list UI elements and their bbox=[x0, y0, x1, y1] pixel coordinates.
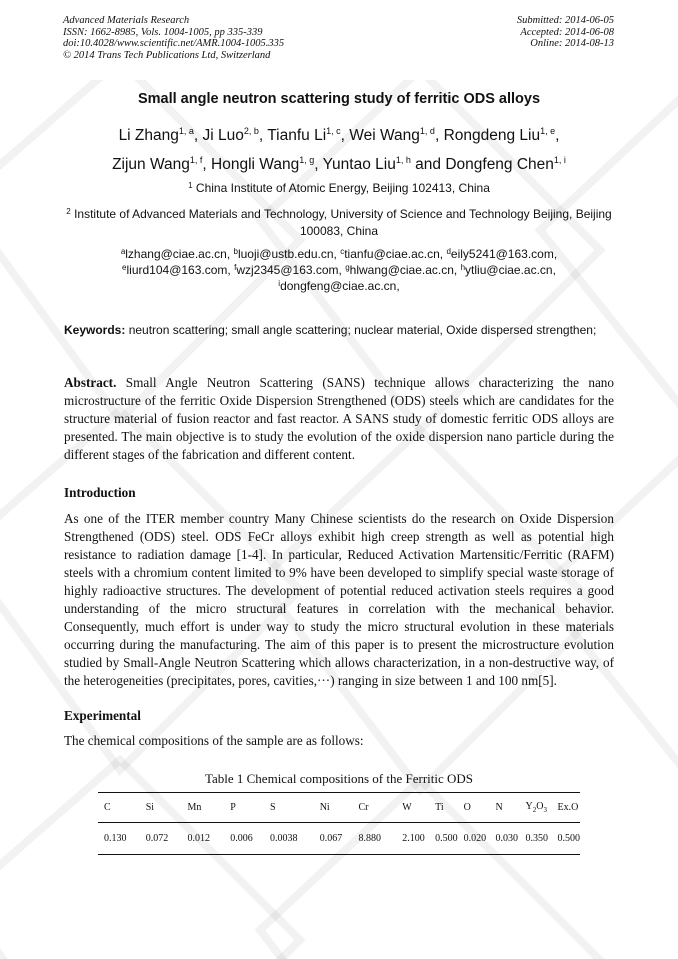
table-row bbox=[98, 823, 580, 855]
publication-info bbox=[63, 15, 284, 61]
table-header-cell: Mn bbox=[182, 793, 225, 823]
table-header-cell: S bbox=[264, 793, 314, 823]
submitted-date: Submitted: 2014-06-05 bbox=[516, 15, 614, 26]
keywords-label: Keywords: bbox=[64, 323, 126, 337]
table-header-row bbox=[98, 793, 580, 823]
email: $^d$eily5241@163.com, bbox=[446, 247, 558, 261]
journal-name: Advanced Materials Research bbox=[63, 15, 190, 26]
email: $^i$dongfeng@ciae.ac.cn, bbox=[278, 279, 400, 293]
dates-info bbox=[517, 15, 614, 50]
experimental-text: The chemical compositions of the sample are as follows: bbox=[64, 733, 364, 748]
table-header-cell: O bbox=[458, 793, 490, 823]
email: $^c$tianfu@ciae.ac.cn, bbox=[340, 247, 447, 261]
keywords bbox=[64, 322, 614, 339]
doi: doi:10.4028/www.scientific.net/AMR.1004-1005.335 bbox=[63, 38, 285, 49]
table-header-cell: P bbox=[224, 793, 264, 823]
email: $^h$ytliu@ciae.ac.cn, bbox=[460, 263, 556, 277]
author: Wei Wang$^{1, d}$, bbox=[349, 126, 444, 144]
table-caption: Table 1 Chemical compositions of the Ferritic ODS bbox=[204, 771, 474, 786]
author-list bbox=[40, 121, 638, 179]
author: Ji Luo$^{2, b}$, bbox=[202, 126, 268, 144]
author: Dongfeng Chen$^{1, i}$ bbox=[445, 155, 566, 173]
table-cell: 0.020 bbox=[458, 823, 490, 855]
composition-table bbox=[98, 792, 580, 855]
table-cell: 0.012 bbox=[182, 823, 225, 855]
table-header-cell: Si bbox=[140, 793, 182, 823]
keywords-text: neutron scattering; small angle scattering; nuclear material, Oxide dispersed strengthen; bbox=[125, 323, 597, 337]
table-header-cell: N bbox=[490, 793, 520, 823]
issn: ISSN: 1662-8985, Vols. 1004-1005, pp 335-339 bbox=[63, 26, 263, 38]
email: $^a$lzhang@ciae.ac.cn, bbox=[120, 247, 234, 261]
table-cell: 8.880 bbox=[352, 823, 396, 855]
table-header-cell: C bbox=[98, 793, 140, 823]
accepted-date: Accepted: 2014-06-08 bbox=[520, 26, 614, 38]
table-header-cell: Ti bbox=[429, 793, 458, 823]
paper-title: Small angle neutron scattering study of ferritic ODS alloys bbox=[137, 91, 541, 107]
table-cell: 0.067 bbox=[314, 823, 353, 855]
table-cell: 0.030 bbox=[490, 823, 520, 855]
table-cell: 2.100 bbox=[396, 823, 429, 855]
introduction-text: As one of the ITER member country Many Chinese scientists do the research on Oxide Dispersion Strengthened (ODS) steel. ODS FeCr alloys exhibit high creep strength as well as potential high resistance to radiation damage [1-4]. In particular, Reduced Activation Martensitic/Ferritic (RAFM) steels with a chromium content limited to 9% have been developed to simplify special waste storage of highly radioactive structures. The development of potential reduced activation steels requires a good understanding of the micro structural features in correlation with the mechanical behavior. Consequently, much effort is under way to study the micro structural evolution in these materials occurring during the manufacturing. The aim of this paper is to present the microstructure evolution studied by Small-Angle Neutron Scattering which allows characterization, in a non-destructive way, of the heterogeneities (precipitates, pores, cavities,···) ranging in size between 1 and 100 nm[5]. bbox=[64, 511, 614, 688]
table-cell: 0.006 bbox=[224, 823, 264, 855]
table-header-cell: $Y_2O_3$ bbox=[519, 793, 551, 823]
online-date: Online: 2014-08-13 bbox=[530, 38, 614, 49]
table-cell: 0.072 bbox=[140, 823, 182, 855]
section-heading-introduction: Introduction bbox=[64, 485, 136, 500]
author: Tianfu Li$^{1, c}$, bbox=[267, 126, 350, 144]
table-cell: 0.500 bbox=[552, 823, 581, 855]
email: $^f$wzj2345@163.com, bbox=[234, 263, 346, 277]
section-heading-experimental: Experimental bbox=[64, 708, 141, 723]
author: Zijun Wang$^{1, f}$, bbox=[112, 155, 212, 173]
abstract bbox=[64, 374, 614, 464]
table-header-cell: Ni bbox=[314, 793, 353, 823]
affiliation-1: $^1$ China Institute of Atomic Energy, Beijing 102413, China bbox=[188, 181, 490, 195]
copyright: © 2014 Trans Tech Publications Ltd, Switzerland bbox=[63, 49, 271, 61]
email: $^e$liurd104@163.com, bbox=[122, 263, 235, 277]
author: Rongdeng Liu$^{1, e}$, bbox=[443, 126, 560, 144]
table-cell: 0.130 bbox=[98, 823, 140, 855]
table-cell: 0.500 bbox=[429, 823, 458, 855]
email: $^g$hlwang@ciae.ac.cn, bbox=[345, 263, 461, 277]
email: $^b$luoji@ustb.edu.cn, bbox=[233, 247, 341, 261]
table-cell: 0.350 bbox=[519, 823, 551, 855]
abstract-label: Abstract. bbox=[64, 375, 117, 390]
author: Li Zhang$^{1, a}$, bbox=[118, 126, 203, 144]
table-cell: 0.0038 bbox=[264, 823, 314, 855]
affiliation-2: $^2$ Institute of Advanced Materials and Technology, University of Science and Technology Beijing, Beijing 100083, China bbox=[66, 207, 612, 238]
abstract-text: Small Angle Neutron Scattering (SANS) technique allows characterizing the nano microstructure of the ferritic Oxide Dispersion Strengthened (ODS) steels which are candidates for the structure material of fusion reactor and fast reactor. A SANS study of domestic ferritic ODS alloys are presented. The main objective is to study the evolution of the oxide dispersion nano particle during the different stages of the fabrication and different content. bbox=[64, 375, 614, 462]
table-header-cell: Ex.O bbox=[552, 793, 581, 823]
email-list bbox=[60, 246, 618, 294]
table-header-cell: W bbox=[396, 793, 429, 823]
author: Hongli Wang$^{1, g}$, bbox=[211, 155, 323, 173]
table-header-cell: Cr bbox=[352, 793, 396, 823]
author: Yuntao Liu$^{1, h}$ and bbox=[322, 155, 446, 173]
